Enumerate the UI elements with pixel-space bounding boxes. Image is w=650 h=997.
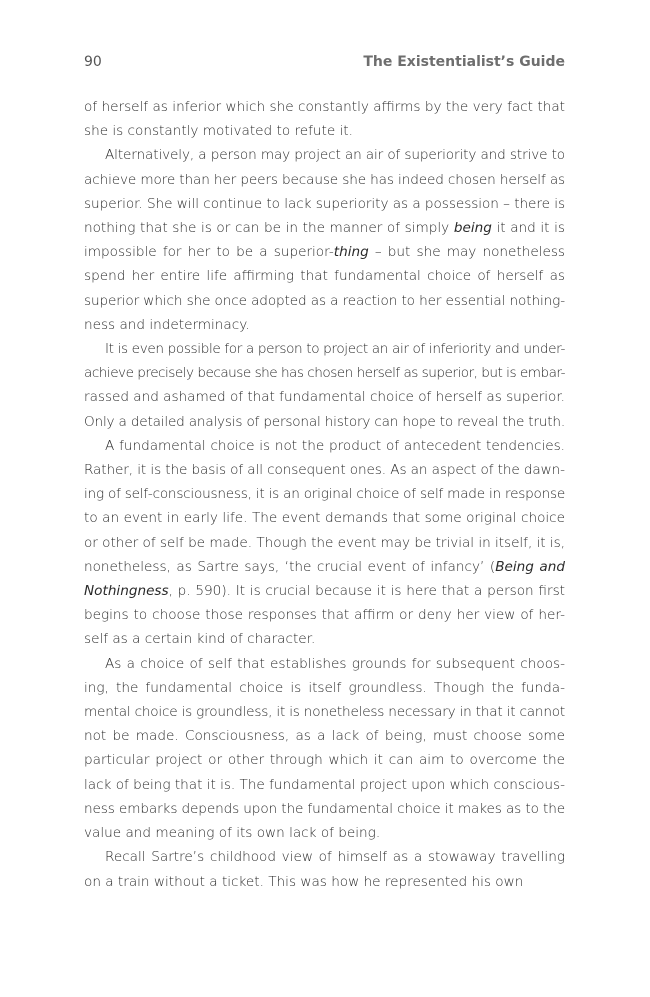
text-segment: begins to choose those responses that affirm or deny her view of her- [84,607,565,624]
text-line [84,845,565,869]
text-segment: of herself as inferior which she constantly affirms by the very fact that [84,99,565,115]
text-line [84,192,565,216]
text-segment: achieve more than her peers because she has indeed chosen herself as [84,171,566,188]
text-line [84,700,565,724]
text-line [84,724,565,748]
paragraph [84,143,565,337]
text-segment: she is constantly motivated to refute it. [84,123,353,140]
text-segment: ing of self-consciousness, it is an original choice of self made in response [84,486,565,503]
text-line [84,434,565,458]
text-line [84,870,565,894]
text-segment: nothing that she is or can be in the manner of simply [84,220,454,237]
text-segment: spend her entire life affirming that fundamental choice of herself as [84,268,565,285]
text-line [84,385,565,409]
text-segment: As a choice of self that establishes grounds for subsequent choos- [105,655,565,672]
text-line [84,482,565,506]
text-line [84,579,565,603]
text-segment: A fundamental choice is not the product of antecedent tendencies. [105,437,565,454]
text-segment: it and it is [491,220,565,237]
text-segment: to an event in early life. The event demands that some original choice [84,510,565,527]
text-segment: impossible for her to be a superior- [84,244,334,261]
page-number: 90 [84,54,102,70]
text-line [84,531,565,555]
text-line [84,168,565,192]
text-line [84,773,565,797]
text-segment: Rather, it is the basis of all consequent ones. As an aspect of the dawn- [84,462,565,479]
text-line [84,627,565,651]
text-line [84,216,565,240]
italic-text: Nothingness [84,583,169,600]
text-segment: lack of being that it is. The fundamental project upon which conscious- [84,776,565,793]
text-line [84,676,565,700]
text-line [84,555,565,579]
italic-text: thing [333,244,369,261]
paragraph [84,434,565,652]
text-segment: Recall Sartre’s childhood view of himself as a stowaway travelling [105,849,565,866]
text-segment: superior which she once adopted as a reaction to her essential nothing- [84,292,565,309]
text-line [84,652,565,676]
text-line [84,410,565,434]
text-line [84,313,565,337]
text-segment: ness embarks depends upon the fundamental choice it makes as to the [84,800,566,817]
text-segment: on a train without a ticket. This was how he represented his own [84,873,524,890]
italic-text: being [453,220,492,237]
text-line [84,95,565,119]
text-segment: nonetheless, as Sartre says, ‘the crucial event of infancy’ ( [84,558,496,575]
text-segment: , p. 590). It is crucial because it is here that a person first [168,583,565,600]
text-segment: achieve precisely because she has chosen herself as superior, but is embar- [84,365,566,382]
paragraph [84,845,565,893]
text-segment: Only a detailed analysis of personal history can hope to reveal the truth. [84,413,565,430]
text-line [84,748,565,772]
text-segment: It is even possible for a person to project an air of inferiority and under- [105,341,566,358]
text-segment: self as a certain kind of character. [84,631,316,648]
text-line [84,821,565,845]
text-line [84,264,565,288]
paragraph [84,652,565,846]
text-line [84,240,565,264]
text-line [84,143,565,167]
text-segment: rassed and ashamed of that fundamental choice of herself as superior. [84,389,565,406]
text-line [84,506,565,530]
paragraph [84,337,565,434]
text-line [84,603,565,627]
text-segment: mental choice is groundless, it is nonetheless necessary in that it cannot [84,704,565,721]
text-segment: or other of self be made. Though the event may be trivial in itself, it is, [84,534,565,551]
text-line [84,361,565,385]
text-line [84,458,565,482]
body-text [84,95,565,894]
italic-text: Being and [495,558,566,575]
paragraph [84,95,565,143]
text-segment: superior. She will continue to lack superiority as a possession – there is [84,195,566,212]
text-segment: particular project or other through which it can aim to overcome the [84,752,565,769]
text-segment: – but she may nonetheless [368,244,565,261]
text-line [84,289,565,313]
text-line [84,119,565,143]
text-segment: ing, the fundamental choice is itself groundless. Though the funda- [84,679,565,696]
text-segment: not be made. Consciousness, as a lack of being, must choose some [84,728,565,745]
running-title: The Existentialist’s Guide [363,54,565,70]
text-line [84,797,565,821]
text-segment: ness and indeterminacy. [84,316,250,333]
page-header [84,54,565,74]
text-segment: Alternatively, a person may project an air of superiority and strive to [105,147,566,164]
text-segment: value and meaning of its own lack of being. [84,825,381,842]
text-line [84,337,565,361]
